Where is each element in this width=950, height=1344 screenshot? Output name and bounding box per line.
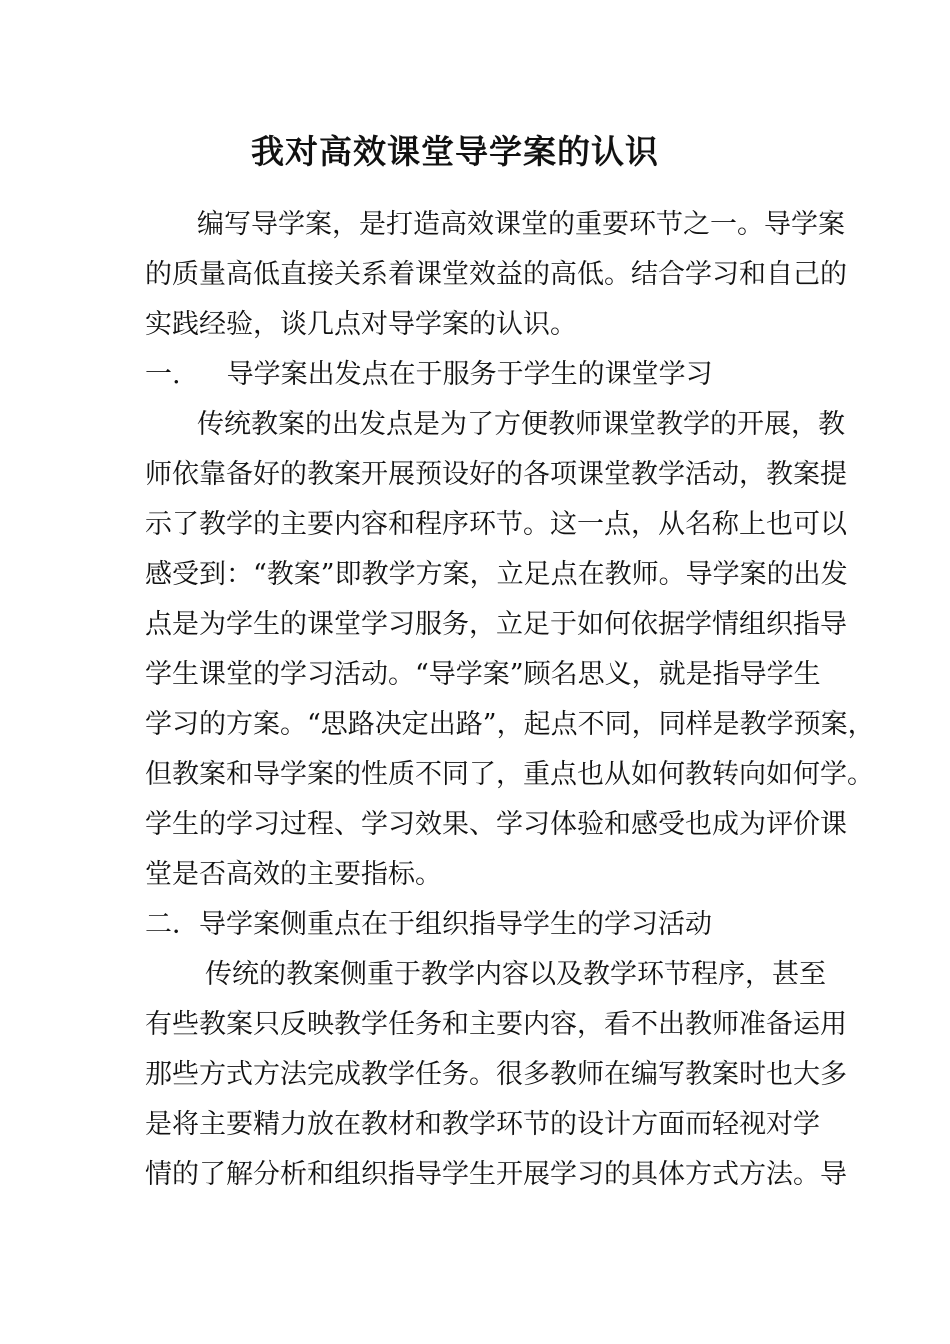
paragraph-line: 的质量高低直接关系着课堂效益的高低。结合学习和自己的 [145, 259, 847, 290]
paragraph-line: 那些方式方法完成教学任务。很多教师在编写教案时也大多 [145, 1059, 847, 1090]
paragraph-line: 堂是否高效的主要指标。 [145, 859, 442, 890]
paragraph-line: 但教案和导学案的性质不同了，重点也从如何教转向如何学。 [145, 759, 874, 790]
paragraph-line: 有些教案只反映教学任务和主要内容，看不出教师准备运用 [145, 1009, 847, 1040]
paragraph-line: 示了教学的主要内容和程序环节。这一点，从名称上也可以 [145, 509, 847, 540]
paragraph-line: 感受到：“教案”即教学方案，立足点在教师。导学案的出发 [145, 559, 848, 590]
paragraph-line: 情的了解分析和组织指导学生开展学习的具体方式方法。导 [145, 1159, 847, 1190]
paragraph-line: 是将主要精力放在教材和教学环节的设计方面而轻视对学 [145, 1109, 820, 1140]
paragraph-line: 学生课堂的学习活动。“导学案”顾名思义，就是指导学生 [145, 659, 821, 690]
paragraph-line: 学习的方案。“思路决定出路”，起点不同，同样是教学预案， [145, 709, 875, 740]
paragraph-line: 实践经验，谈几点对导学案的认识。 [145, 309, 577, 340]
section-heading-text: 导学案出发点在于服务于学生的课堂学习 [226, 359, 713, 390]
section-heading-2: 二．导学案侧重点在于组织指导学生的学习活动 [145, 909, 712, 940]
paragraph-line: 编写导学案，是打造高效课堂的重要环节之一。导学案 [197, 209, 845, 240]
paragraph-line: 传统的教案侧重于教学内容以及教学环节程序，甚至 [205, 959, 826, 990]
paragraph-line: 师依靠备好的教案开展预设好的各项课堂教学活动，教案提 [145, 459, 847, 490]
paragraph-line: 学生的学习过程、学习效果、学习体验和感受也成为评价课 [145, 809, 847, 840]
paragraph-line: 点是为学生的课堂学习服务，立足于如何依据学情组织指导 [145, 609, 847, 640]
document-title: 我对高效课堂导学案的认识 [251, 132, 659, 171]
section-heading-1 [145, 356, 713, 394]
paragraph-line: 传统教案的出发点是为了方便教师课堂教学的开展，教 [197, 409, 845, 440]
section-number: 一. [145, 359, 181, 390]
